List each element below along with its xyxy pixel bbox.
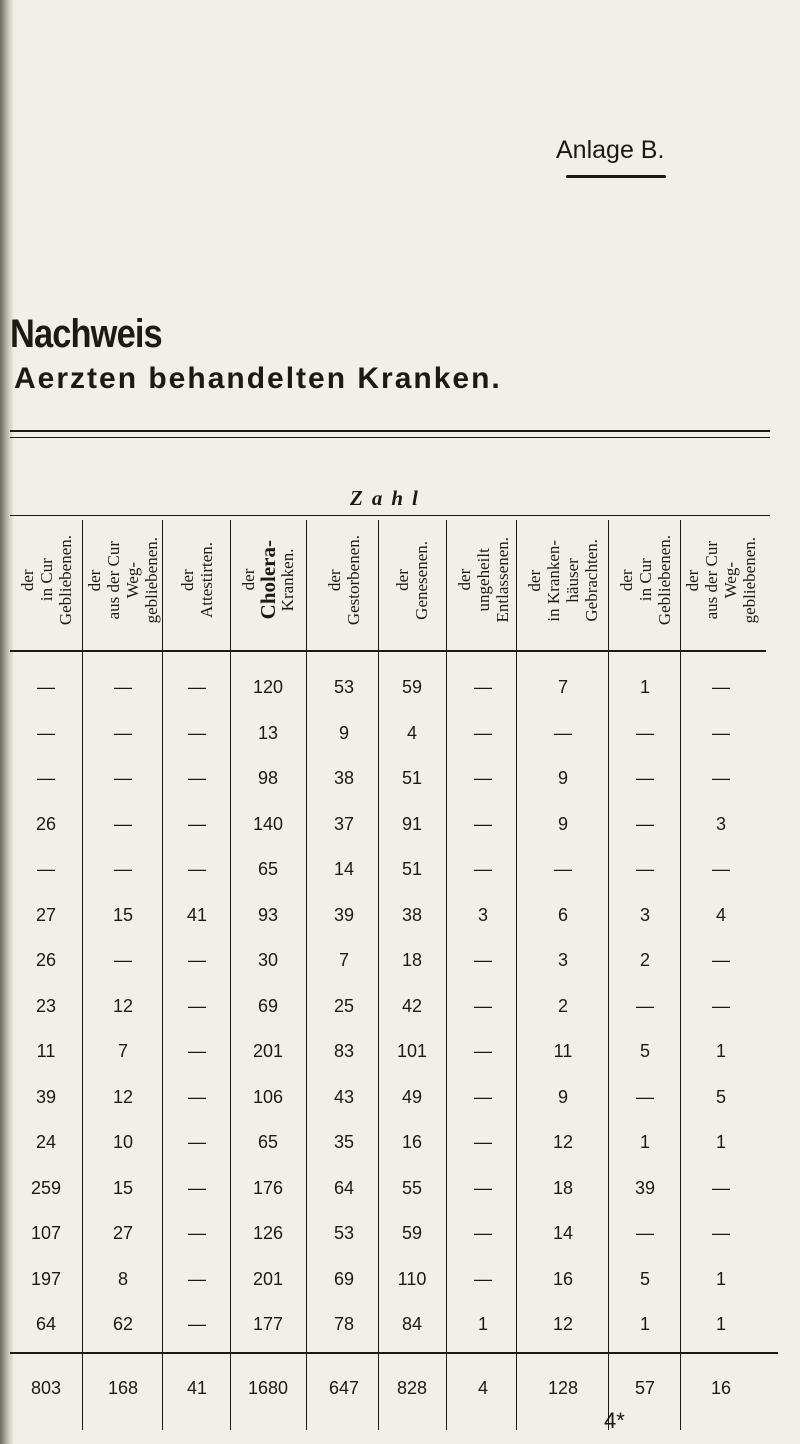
column-header-8	[520, 520, 606, 640]
table-cell: —	[188, 1041, 206, 1061]
top-rule	[10, 430, 770, 432]
table-cell: 55	[401, 1177, 423, 1198]
table-cell: —	[114, 768, 132, 788]
table-cell: 59	[401, 1223, 423, 1243]
table-cell: 7	[117, 1041, 128, 1061]
column-header-label: der Gestorbenen.	[325, 534, 363, 626]
table-cell: 12	[112, 995, 134, 1016]
table-cell: 9	[338, 722, 349, 743]
table-cell: 84	[401, 1314, 423, 1334]
table-cell: —	[474, 1086, 492, 1107]
table-cell: 13	[257, 722, 279, 743]
table-cell: 24	[35, 1132, 57, 1152]
table-cell: —	[474, 768, 492, 788]
table-cell: —	[188, 722, 206, 743]
column-header-label: der aus der Cur Weg- gebliebenen.	[683, 536, 759, 624]
column-separator	[82, 520, 83, 1430]
cholera-emphasis: Cholera-	[256, 540, 280, 620]
table-cell: —	[188, 1177, 206, 1198]
table-cell: 1	[639, 1132, 650, 1152]
column-header-label: der in Cur Gebliebenen.	[616, 534, 674, 626]
table-cell: —	[188, 1086, 206, 1107]
column-header-1	[10, 520, 82, 640]
table-cell: —	[114, 677, 132, 697]
column-header-3	[165, 520, 229, 640]
table-cell: 7	[338, 950, 349, 970]
table-cell: 8	[117, 1268, 128, 1289]
table-cell: 39	[634, 1177, 656, 1198]
table-cell: 42	[401, 995, 423, 1016]
table-cell: 5	[715, 1086, 726, 1107]
column-header-9	[610, 520, 680, 640]
table-cell: 39	[333, 904, 355, 925]
totals-rule	[10, 1352, 778, 1354]
table-cell: 41	[186, 904, 208, 925]
table-cell: 9	[557, 813, 568, 834]
table-cell: 93	[257, 904, 279, 925]
table-cell: —	[474, 677, 492, 697]
table-cell: 38	[333, 768, 355, 788]
column-header-label: der in Kranken- häuser Gebrachten.	[525, 538, 601, 622]
page-mark: 4*	[604, 1408, 625, 1433]
table-cell: —	[37, 677, 55, 697]
table-cell: 12	[112, 1086, 134, 1107]
table-cell: —	[188, 1314, 206, 1334]
table-cell: 126	[252, 1223, 284, 1243]
table-cell: —	[474, 1132, 492, 1152]
table-cell: —	[188, 995, 206, 1016]
table-cell: 1	[715, 1268, 726, 1289]
table-cell: 3	[557, 950, 568, 970]
page-subtitle: Aerzten behandelten Kranken.	[14, 362, 502, 395]
table-cell: 83	[333, 1041, 355, 1061]
total-cell: 57	[634, 1378, 656, 1398]
table-cell: 78	[333, 1314, 355, 1334]
table-cell: 2	[639, 950, 650, 970]
table-cell: 64	[35, 1314, 57, 1334]
table-cell: 12	[552, 1314, 574, 1334]
table-cell: 140	[252, 813, 284, 834]
table-cell: 3	[477, 904, 488, 925]
table-cell: 10	[112, 1132, 134, 1152]
total-cell: 828	[396, 1378, 428, 1398]
table-cell: —	[636, 722, 654, 743]
table-cell: —	[712, 722, 730, 743]
table-cell: —	[37, 859, 55, 879]
table-cell: 35	[333, 1132, 355, 1152]
table-cell: 5	[639, 1268, 650, 1289]
table-cell: —	[712, 768, 730, 788]
column-header-label: der in Cur Gebliebenen.	[17, 534, 75, 626]
table-cell: 15	[112, 904, 134, 925]
column-header-10	[684, 520, 758, 640]
column-header-label: der Genesenen.	[393, 540, 431, 620]
total-cell: 168	[107, 1378, 139, 1398]
table-cell: —	[37, 768, 55, 788]
table-cell: 51	[401, 859, 423, 879]
table-cell: 26	[35, 813, 57, 834]
column-header-4	[233, 520, 303, 640]
table-cell: 39	[35, 1086, 57, 1107]
table-cell: 37	[333, 813, 355, 834]
table-cell: —	[474, 1223, 492, 1243]
table-cell: 12	[552, 1132, 574, 1152]
table-cell: 62	[112, 1314, 134, 1334]
column-header-7	[448, 520, 518, 640]
table-cell: 7	[557, 677, 568, 697]
total-cell: 803	[30, 1378, 62, 1398]
table-cell: 51	[401, 768, 423, 788]
table-cell: 98	[257, 768, 279, 788]
table-cell: 11	[553, 1041, 573, 1061]
heading-rule	[10, 515, 770, 516]
table-cell: —	[636, 1223, 654, 1243]
table-cell: —	[188, 1223, 206, 1243]
column-header-5	[311, 520, 377, 640]
total-cell: 1680	[247, 1378, 289, 1398]
table-cell: 4	[406, 722, 417, 743]
table-cell: 25	[333, 995, 355, 1016]
table-cell: 14	[333, 859, 355, 879]
table-cell: —	[188, 677, 206, 697]
table-cell: —	[188, 1132, 206, 1152]
table-cell: —	[188, 1268, 206, 1289]
table-cell: 16	[552, 1268, 574, 1289]
table-cell: 259	[30, 1177, 62, 1198]
table-cell: —	[474, 950, 492, 970]
table-cell: —	[712, 1223, 730, 1243]
table-cell: 110	[397, 1268, 427, 1289]
table-cell: 1	[477, 1314, 488, 1334]
table-cell: —	[474, 859, 492, 879]
column-header-label: der ungeheilt Entlassenen.	[454, 537, 512, 623]
table-cell: —	[188, 859, 206, 879]
table-cell: —	[636, 859, 654, 879]
table-cell: 26	[35, 950, 57, 970]
table-cell: 3	[715, 813, 726, 834]
table-cell: 1	[639, 1314, 650, 1334]
table-cell: 3	[639, 904, 650, 925]
table-cell: 4	[715, 904, 726, 925]
table-cell: —	[474, 1177, 492, 1198]
column-separator	[162, 520, 163, 1430]
table-cell: —	[188, 768, 206, 788]
table-cell: 38	[401, 904, 423, 925]
table-cell: 201	[252, 1041, 284, 1061]
column-separator	[516, 520, 517, 1430]
table-cell: 23	[35, 995, 57, 1016]
table-cell: 30	[257, 950, 279, 970]
total-cell: 128	[547, 1378, 579, 1398]
header-rule	[10, 650, 766, 652]
table-cell: —	[474, 1041, 492, 1061]
table-cell: 53	[333, 1223, 355, 1243]
table-cell: —	[474, 813, 492, 834]
table-cell: 106	[252, 1086, 284, 1107]
table-cell: 14	[552, 1223, 574, 1243]
table-cell: 1	[715, 1041, 726, 1061]
table-cell: 201	[252, 1268, 284, 1289]
table-cell: 15	[112, 1177, 134, 1198]
table-cell: —	[114, 722, 132, 743]
table-cell: —	[636, 813, 654, 834]
column-separator	[446, 520, 447, 1430]
table-cell: 65	[257, 859, 279, 879]
table-cell: 91	[401, 813, 423, 834]
table-cell: —	[636, 1086, 654, 1107]
table-cell: 64	[333, 1177, 355, 1198]
total-cell: 41	[186, 1378, 208, 1398]
total-cell: 647	[328, 1378, 360, 1398]
table-cell: 1	[715, 1314, 726, 1334]
table-cell: —	[636, 768, 654, 788]
table-cell: —	[474, 722, 492, 743]
table-cell: 176	[252, 1177, 284, 1198]
table-cell: 6	[557, 904, 568, 925]
table-cell: —	[554, 859, 572, 879]
table-cell: 120	[252, 677, 284, 697]
table-cell: 101	[396, 1041, 428, 1061]
table-cell: —	[554, 722, 572, 743]
table-cell: 69	[333, 1268, 355, 1289]
page-title: Nachweis	[10, 312, 162, 356]
top-rule-thin	[10, 437, 770, 438]
table-cell: —	[474, 1268, 492, 1289]
table-cell: —	[636, 995, 654, 1016]
table-cell: 1	[639, 677, 650, 697]
table-cell: 53	[333, 677, 355, 697]
table-cell: —	[712, 677, 730, 697]
table-cell: 27	[112, 1223, 134, 1243]
table-cell: —	[474, 995, 492, 1016]
table-cell: 49	[401, 1086, 423, 1107]
column-header-label: der Attestirten.	[178, 541, 216, 618]
table-cell: 65	[257, 1132, 279, 1152]
section-heading: Zahl	[350, 486, 427, 510]
table-cell: 107	[30, 1223, 62, 1243]
table-cell: 69	[257, 995, 279, 1016]
table-cell: 18	[552, 1177, 574, 1198]
column-separator	[680, 520, 681, 1430]
column-header-2	[84, 520, 162, 640]
table-cell: 43	[333, 1086, 355, 1107]
table-cell: —	[712, 859, 730, 879]
table-cell: 5	[639, 1041, 650, 1061]
column-separator	[378, 520, 379, 1430]
table-cell: 11	[36, 1041, 56, 1061]
table-cell: —	[114, 950, 132, 970]
table-cell: —	[37, 722, 55, 743]
table-cell: 177	[252, 1314, 284, 1334]
table-cell: —	[712, 1177, 730, 1198]
table-cell: —	[188, 813, 206, 834]
table-cell: 59	[401, 677, 423, 697]
table-cell: 1	[715, 1132, 726, 1152]
table-cell: —	[114, 859, 132, 879]
table-cell: —	[188, 950, 206, 970]
table-cell: 197	[30, 1268, 62, 1289]
column-separator	[230, 520, 231, 1430]
table-cell: 9	[557, 768, 568, 788]
table-cell: 18	[401, 950, 423, 970]
column-header-label: der Cholera- Kranken.	[239, 540, 297, 620]
column-separator	[608, 520, 609, 1430]
table-cell: 2	[557, 995, 568, 1016]
column-header-6	[379, 520, 445, 640]
table-cell: —	[712, 995, 730, 1016]
total-cell: 16	[710, 1378, 732, 1398]
table-cell: 27	[35, 904, 57, 925]
column-header-label: der aus der Cur Weg- gebliebenen.	[85, 536, 161, 624]
table-cell: 9	[557, 1086, 568, 1107]
annex-label: Anlage B.	[556, 136, 665, 164]
column-separator	[306, 520, 307, 1430]
table-cell: —	[114, 813, 132, 834]
table-cell: 16	[401, 1132, 423, 1152]
annex-underline	[566, 175, 666, 178]
table-cell: —	[712, 950, 730, 970]
total-cell: 4	[477, 1378, 488, 1398]
